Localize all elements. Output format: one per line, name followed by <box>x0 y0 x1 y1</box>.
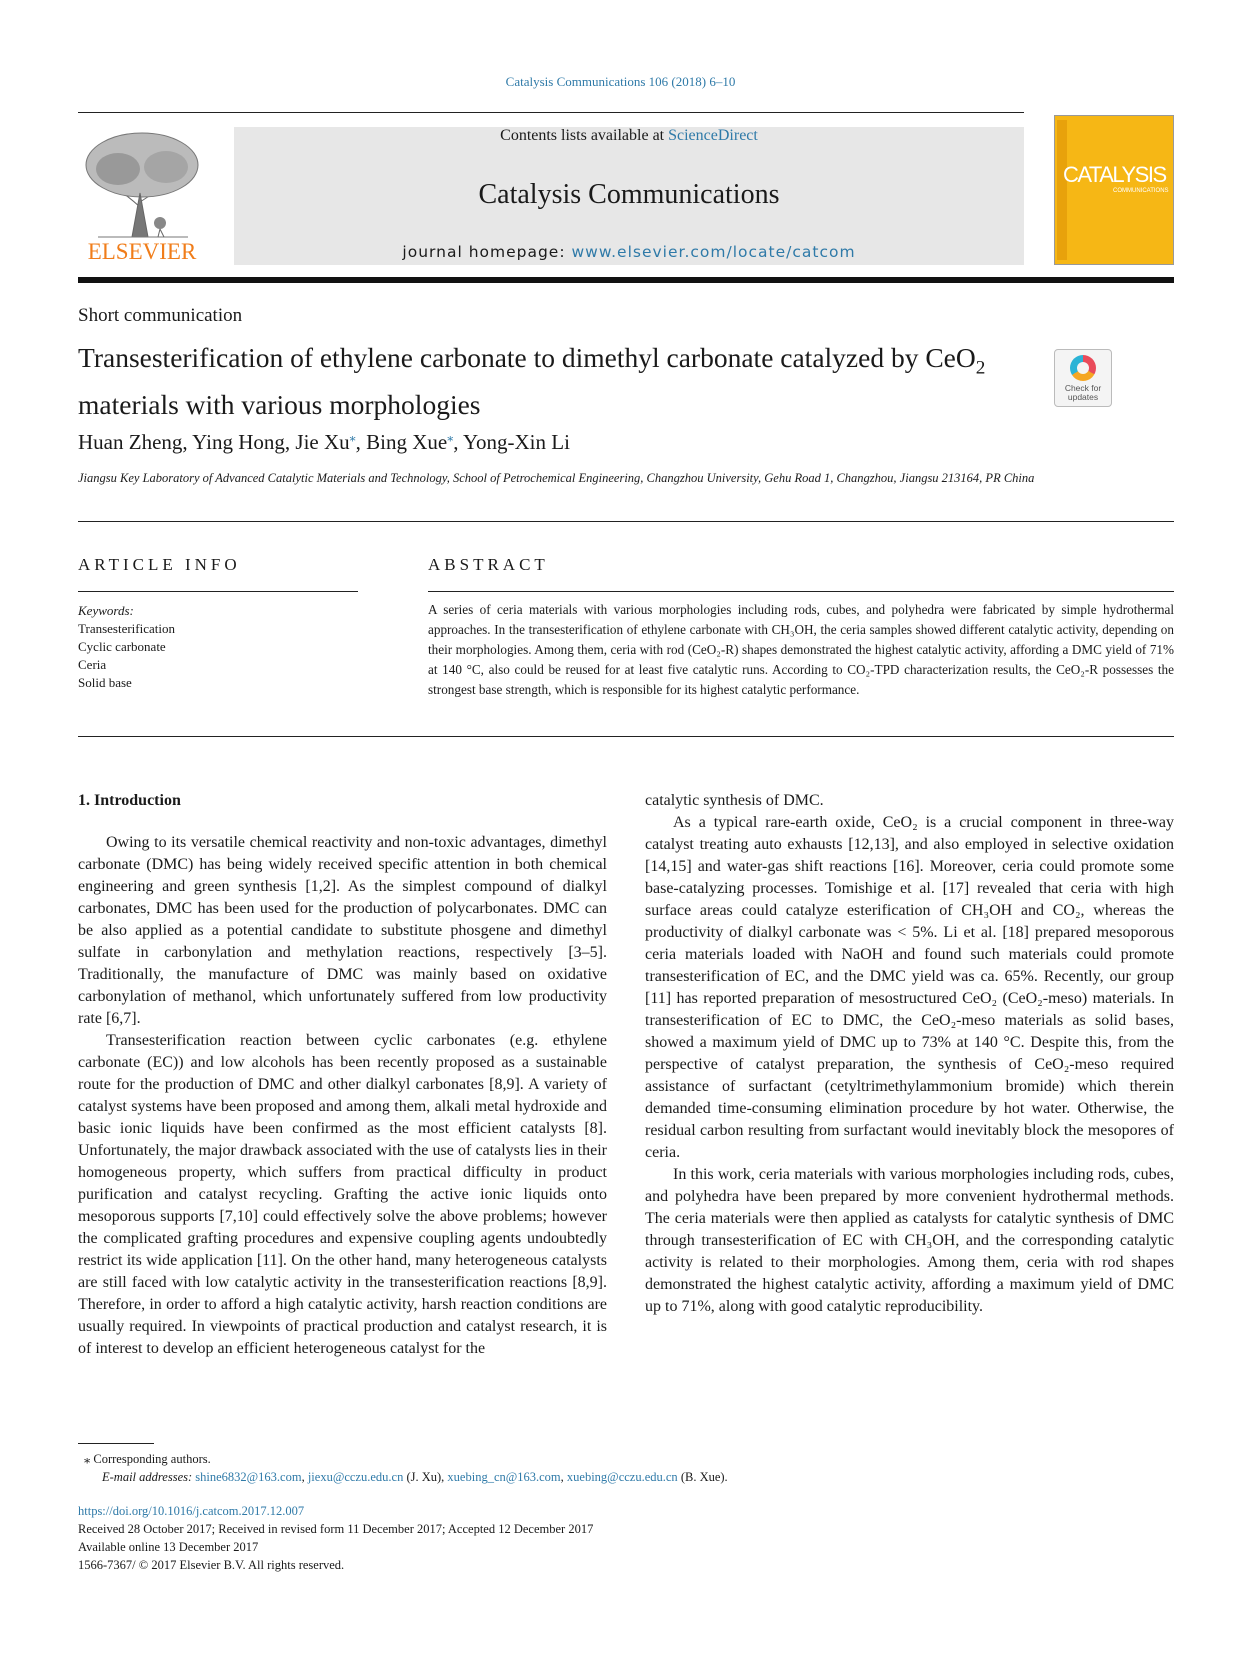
body-paragraph: Transesterification reaction between cyclic carbonates (e.g. ethylene carbonate (EC)) and low alcohols has been recently proposed as a sustainable route for the production of DMC and other dialkyl carbonates [8,9]. A variety of catalyst systems have been proposed and among them, alkali metal hydroxide and basic ionic liquids have been confirmed as the most efficient catalysts [8]. Unfortunately, the major drawback associated with the use of catalysts lies in their homogeneous property, which suffers from practical difficulty in product purification and catalyst recycling. Grafting the active ionic liquids onto mesoporous supports [7,10] could effectively solve the above problems; however the complicated grafting procedures and expensive coupling agents undoubtedly restrict its wide application [11]. On the other hand, many heterogeneous catalysts are still faced with low catalytic activity in the transesterification reactions [8,9]. Therefore, in order to afford a high catalytic activity, harsh reaction conditions are usually required. In viewpoints of practical production and catalyst research, it is of interest to develop an efficient heterogeneous catalyst for the <box>78 1032 607 1357</box>
section-heading: 1. Introduction <box>78 792 181 809</box>
homepage-link[interactable]: www.elsevier.com/locate/catcom <box>571 243 856 261</box>
masthead <box>234 127 1024 265</box>
journal-cover[interactable] <box>1054 115 1174 265</box>
email-link[interactable]: xuebing_cn@163.com <box>447 1470 561 1484</box>
check-badge-line1: Check for <box>1064 383 1102 393</box>
email-line: E-mail addresses: shine6832@163.com, jiexu@cczu.edu.cn (J. Xu), xuebing_cn@163.com, xuebing@cczu.edu.cn (B. Xue). <box>102 1470 728 1484</box>
email-link[interactable]: shine6832@163.com <box>195 1470 302 1484</box>
author[interactable]: Huan Zheng <box>78 430 183 454</box>
email-link[interactable]: jiexu@cczu.edu.cn <box>307 1470 404 1484</box>
author[interactable]: Ying Hong <box>192 430 285 454</box>
cover-subtitle: COMMUNICATIONS <box>1113 188 1169 194</box>
keywords-label: Keywords: <box>78 603 134 618</box>
doi-link[interactable]: https://doi.org/10.1016/j.catcom.2017.12.007 <box>78 1504 305 1518</box>
author[interactable]: Bing Xue <box>366 430 448 454</box>
issn-copyright: 1566-7367/ © 2017 Elsevier B.V. All rights reserved. <box>78 1558 345 1572</box>
author-list: Huan Zheng, Ying Hong, Jie Xu⁎, Bing Xue⁎, Yong-Xin Li <box>78 430 570 454</box>
article-info-heading: ARTICLE INFO <box>78 555 241 574</box>
title-part2: materials with various morphologies <box>78 388 481 420</box>
affiliation: Jiangsu Key Laboratory of Advanced Catalytic Materials and Technology, School of Petrochemical Engineering, Changzhou University, Gehu Road 1, Changzhou, Jiangsu 213164, PR China <box>78 471 1035 485</box>
journal-reference[interactable]: Catalysis Communications 106 (2018) 6–10 <box>505 74 736 89</box>
body-paragraph: In this work, ceria materials with various morphologies including rods, cubes, and polyhedra have been prepared by more convenient hydrothermal methods. The ceria materials were then applied as catalysts for catalytic synthesis of DMC through transesterification of EC with CH₃OH, and the corresponding catalytic activity is related to their morphologies. Among them, ceria with rod shapes demonstrated the highest catalytic activity, affording a maximum yield of DMC up to 71%, along with good catalytic reproducibility. <box>645 1166 1174 1315</box>
email-owner: (J. Xu) <box>403 1470 442 1484</box>
email-link[interactable]: xuebing@cczu.edu.cn <box>566 1470 678 1484</box>
abstract-text: A series of ceria materials with various morphologies including rods, cubes, and polyhedra were fabricated by simple hydrothermal approaches. In the transesterification of ethylene carbonate with CH₃OH, the ceria samples showed different catalytic activity, depending on their morphologies. Among them, ceria with rod (CeO₂-R) shapes demonstrated the highest catalytic activity, affording a DMC yield of 71% at 140 °C, also could be reused for at least five catalytic runs. According to CO₂-TPD characterization results, the CeO₂-R possesses the strongest base strength, which is responsible for its highest catalytic performance. <box>428 602 1174 697</box>
contents-line <box>234 127 1024 145</box>
abstract-end-rule <box>78 736 1174 737</box>
keyword: Cyclic carbonate <box>78 639 166 654</box>
footnotes <box>78 1450 1078 1486</box>
crossmark-icon <box>1070 355 1096 381</box>
check-badge-text <box>1055 384 1111 402</box>
publication-info <box>78 1502 1078 1574</box>
body-paragraph: As a typical rare-earth oxide, CeO₂ is a crucial component in three-way catalyst treating auto exhausts [12,13], and also employed in selective oxidation [14,15] and water-gas shift reactions [16]. Moreover, ceria could promote some base-catalyzing processes. Tomishige et al. [17] revealed that ceria with high surface areas could catalyze esterification of CH₃OH and CO₂, whereas the productivity of dialkyl carbonate was < 5%. Li et al. [18] prepared mesoporous ceria materials loaded with NaOH and found such materials could promote transesterification of EC, and the DMC yield was ca. 65%. Recently, our group [11] has reported preparation of mesostructured CeO₂ (CeO₂-meso) materials. In transesterification of EC to DMC, the CeO₂-meso materials as solid bases, showed a maximum yield of DMC up to 73% at 140 °C. Despite this, from the perspective of catalyst preparation, the synthesis of CeO₂-meso required assistance of surfactant (cetyltrimethylammonium bromide) which therein demanded time-consuming elimination procedure by hot water. Otherwise, the residual carbon resulting from surfactant would inevitably block the mesopores of ceria. <box>645 814 1174 1161</box>
article-info-rule <box>78 591 358 592</box>
tree-icon <box>78 127 206 239</box>
author[interactable]: Yong-Xin Li <box>462 430 570 454</box>
keyword: Transesterification <box>78 621 175 636</box>
journal-name: Catalysis Communications <box>478 179 780 210</box>
corresponding-mark[interactable]: ⁎ <box>349 430 356 444</box>
title-part1: Transesterification of ethylene carbonate to dimethyl carbonate catalyzed by CeO <box>78 342 976 373</box>
cover-strip <box>1057 120 1067 260</box>
author[interactable]: Jie Xu <box>295 430 350 454</box>
homepage-prefix: journal homepage: <box>402 243 572 261</box>
footnote-rule <box>78 1443 154 1444</box>
email-owner: (B. Xue). <box>677 1470 728 1484</box>
check-badge-line2: updates <box>1067 392 1099 402</box>
elsevier-logo <box>78 127 206 265</box>
body-column-right <box>645 790 1174 1318</box>
abstract-heading: ABSTRACT <box>428 555 549 574</box>
abstract-rule <box>428 591 1174 592</box>
body-paragraph-continuation: catalytic synthesis of DMC. <box>645 792 824 809</box>
keyword: Ceria <box>78 657 107 672</box>
check-for-updates-badge[interactable] <box>1054 349 1112 407</box>
masthead-rule <box>78 277 1174 283</box>
contents-prefix: Contents lists available at <box>500 127 669 144</box>
keywords-block <box>78 602 175 692</box>
header-rule <box>78 112 1024 113</box>
body-paragraph: Owing to its versatile chemical reactivity and non-toxic advantages, dimethyl carbonate (DMC) has being widely received specific attention in both chemical engineering and green synthesis [1,2]. As the simplest compound of dialkyl carbonates, DMC has been used for the production of polycarbonates. DMC can be also applied as a potential candidate to substitute phosgene and dimethyl sulfate in carbonylation and methylation reactions, respectively [3–5]. Traditionally, the manufacture of DMC was mainly based on oxidative carbonylation of methanol, which unfortunately suffered from low productivity rate [6,7]. <box>78 834 607 1027</box>
title-rule <box>78 521 1174 522</box>
available-online: Available online 13 December 2017 <box>78 1540 259 1554</box>
email-label: E-mail addresses: <box>102 1470 193 1484</box>
article-type: Short communication <box>78 305 243 326</box>
received-dates: Received 28 October 2017; Received in revised form 11 December 2017; Accepted 12 December 2017 <box>78 1522 594 1536</box>
body-column-left <box>78 790 607 1360</box>
homepage-line <box>234 243 1024 261</box>
publisher-wordmark: ELSEVIER <box>87 239 197 264</box>
corresponding-mark[interactable]: ⁎ <box>447 430 454 444</box>
keyword: Solid base <box>78 675 132 690</box>
article-title <box>78 340 1028 423</box>
sciencedirect-link[interactable]: ScienceDirect <box>668 127 758 144</box>
title-subscript: 2 <box>975 357 986 379</box>
cover-title: CATALYSIS <box>1063 162 1166 187</box>
corresponding-note: ⁎ Corresponding authors. <box>84 1452 211 1466</box>
